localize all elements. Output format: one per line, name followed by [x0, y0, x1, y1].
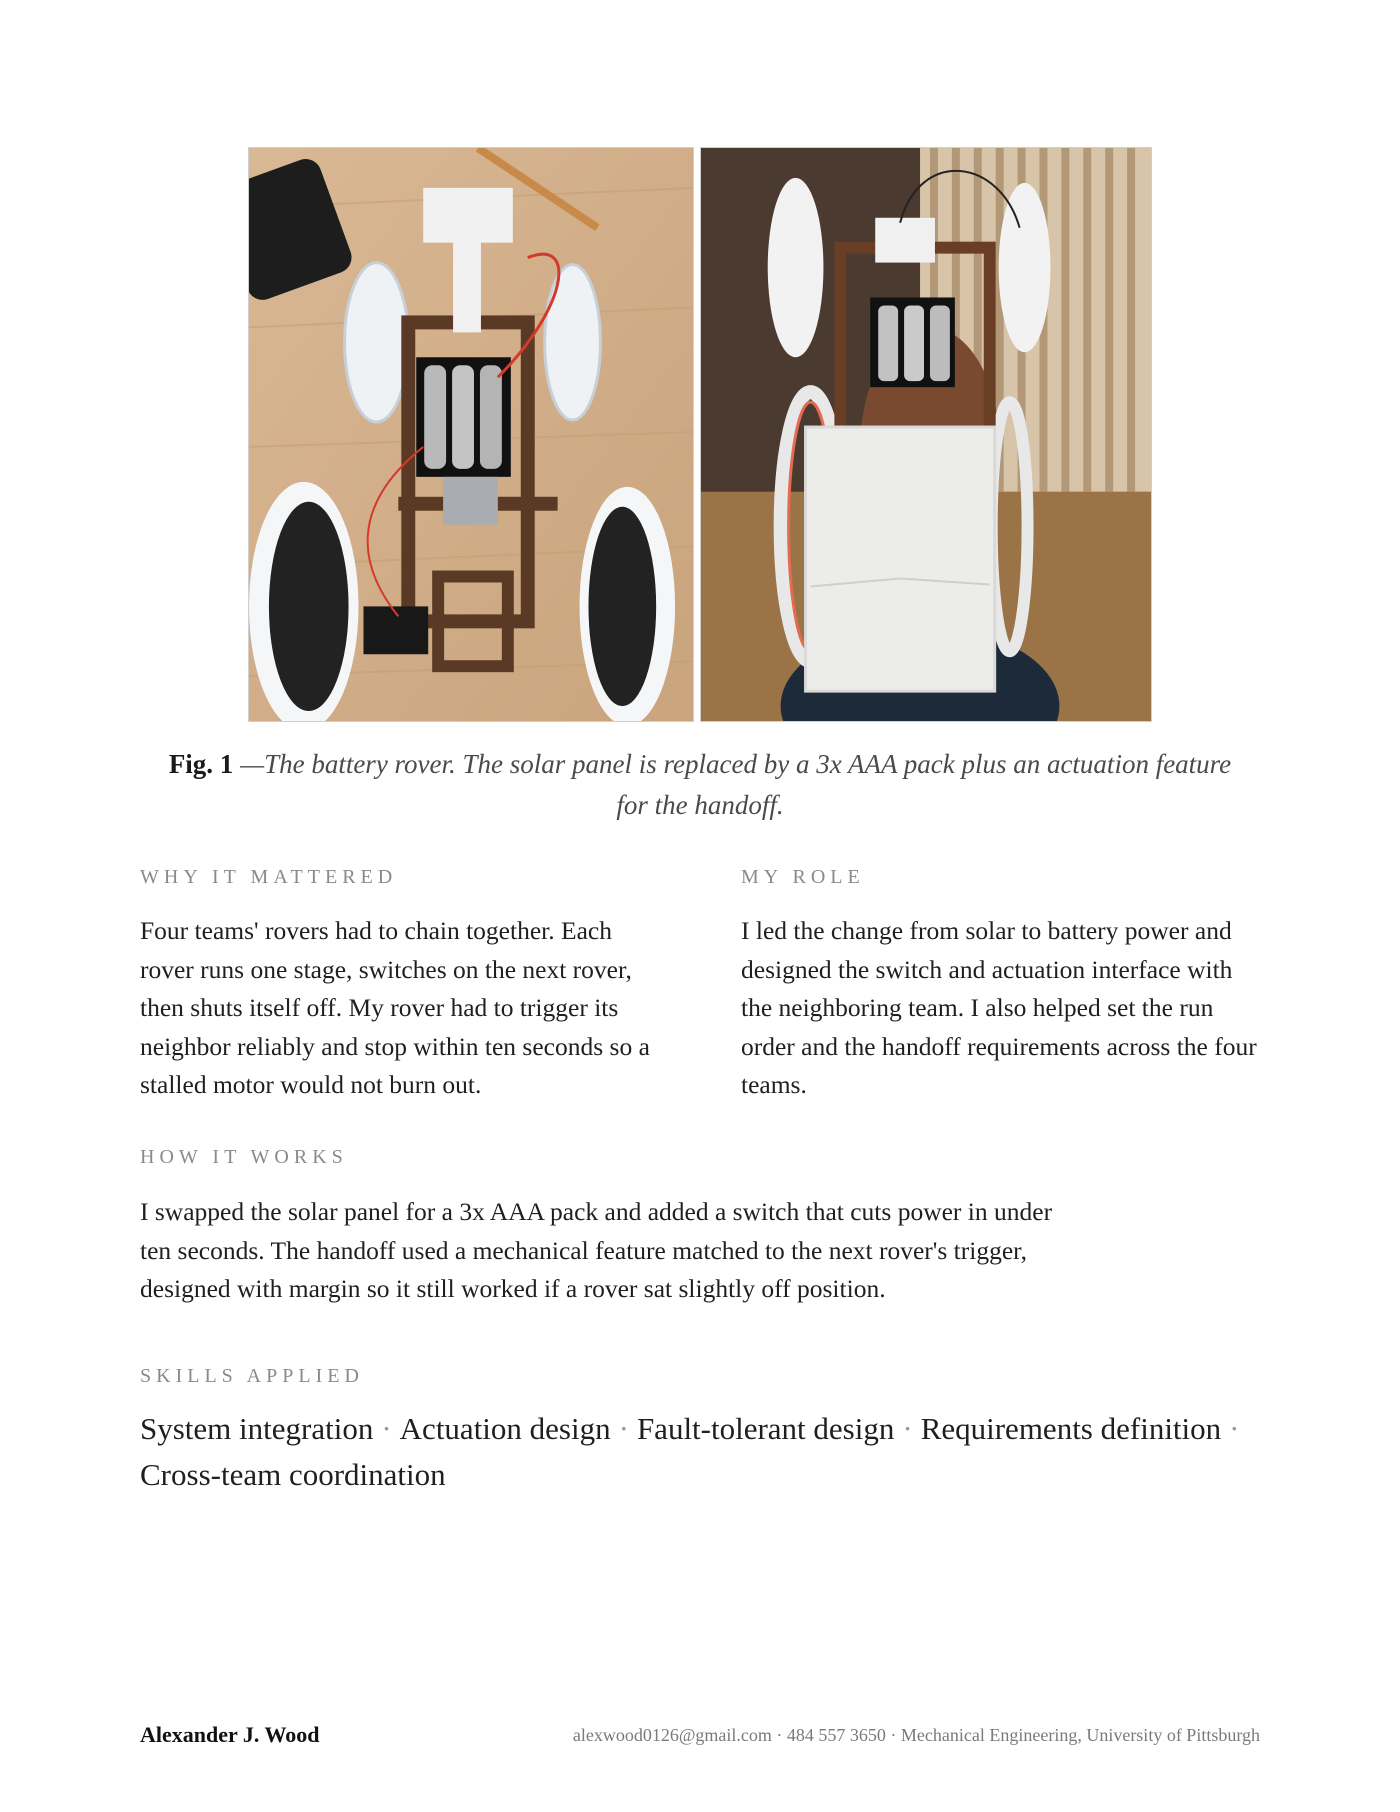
skill-separator: ·	[902, 1411, 913, 1446]
skill-separator: ·	[618, 1411, 629, 1446]
figure-photos	[248, 147, 1152, 722]
figure-caption	[150, 744, 1250, 826]
skill-item: Cross-team coordination	[140, 1457, 446, 1492]
figure-label: Fig. 1	[168, 749, 234, 779]
figure-caption-text: —The battery rover. The solar panel is replaced by a 3x AAA pack plus an actuation feature for the handoff.	[233, 749, 1232, 820]
how-it-works-heading: HOW IT WORKS	[140, 1146, 348, 1168]
skill-item: System integration	[140, 1411, 374, 1446]
footer-contact: alexwood0126@gmail.com · 484 557 3650 · Mechanical Engineering, University of Pittsburgh	[572, 1725, 1260, 1745]
rover-front-view-photo	[700, 147, 1152, 722]
why-it-mattered-heading: WHY IT MATTERED	[140, 866, 398, 888]
rover-top-view-photo	[248, 147, 694, 722]
skill-item: Requirements definition	[920, 1411, 1222, 1446]
how-it-works-text: I swapped the solar panel for a 3x AAA pack and added a switch that cuts power in under ten seconds. The handoff used a mechanical feature matched to the next rover's trigger, designed with margin so it still worked if a rover sat slightly off position.	[140, 1197, 1053, 1303]
my-role-heading: MY ROLE	[741, 866, 865, 888]
skills-heading: SKILLS APPLIED	[140, 1365, 364, 1387]
why-it-mattered-text: Four teams' rovers had to chain together. Each rover runs one stage, switches on the next rover, then shuts itself off. My rover had to trigger its neighbor reliably and stop within ten seconds so a stalled motor would not burn out.	[140, 916, 650, 1099]
skills-list	[140, 1406, 1280, 1498]
skill-item: Actuation design	[399, 1411, 611, 1446]
skill-separator: ·	[1229, 1411, 1240, 1446]
skill-item: Fault-tolerant design	[636, 1411, 895, 1446]
my-role-text: I led the change from solar to battery power and designed the switch and actuation interface with the neighboring team. I also helped set the run order and the handoff requirements across the four teams.	[741, 916, 1257, 1099]
footer-name: Alexander J. Wood	[140, 1722, 320, 1747]
skill-separator: ·	[381, 1411, 392, 1446]
